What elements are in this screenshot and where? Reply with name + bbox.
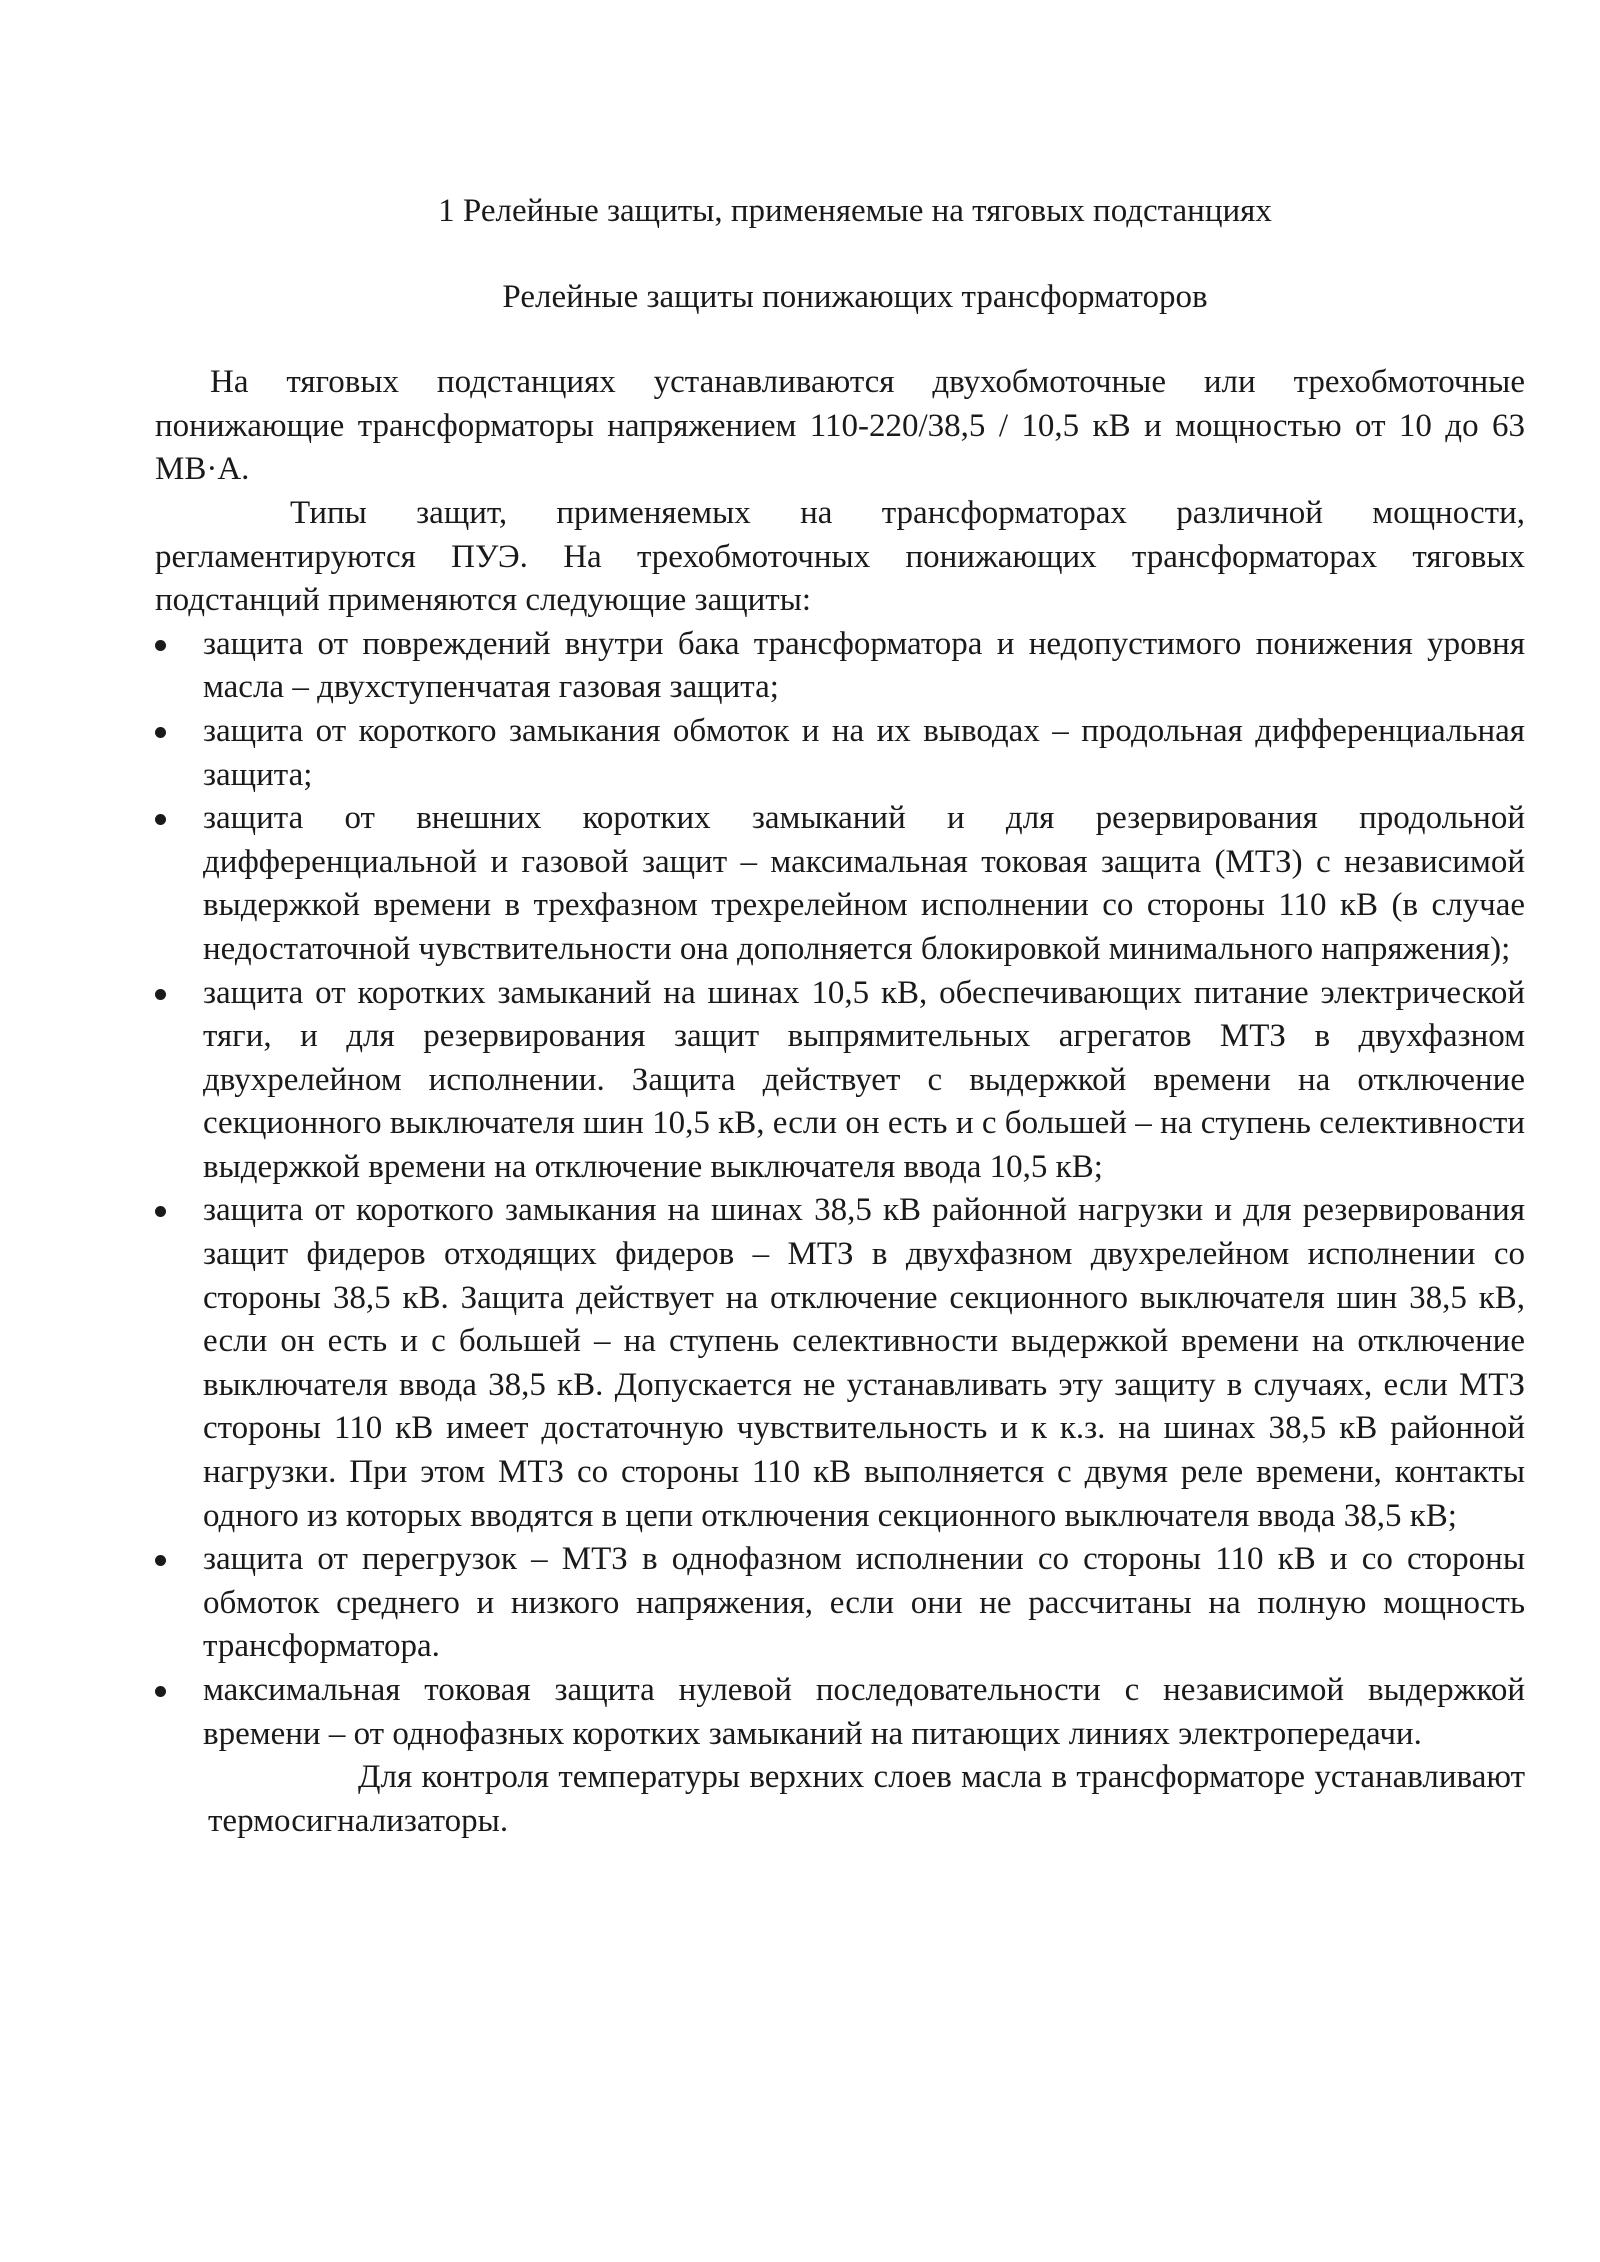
closing-paragraph: Для контроля температуры верхних слоев масла в трансформаторе устанавливают термосигнализаторы. — [208, 1759, 1525, 1839]
intro-paragraph: На тяговых подстанциях устанавливаются двухобмоточные или трехобмоточные понижающие трансформаторы напряжением 110-220/38,5 / 10,5 кВ и мощностью от 10 до 63 МВ·А. — [155, 364, 1525, 488]
list-item-text: защита от короткого замыкания обмоток и на их выводах – продольная дифференциальная защита; — [203, 712, 1525, 793]
bullet-icon — [155, 710, 175, 738]
bullet-icon — [155, 1538, 175, 1566]
list-item — [155, 1669, 1525, 1756]
list-item — [155, 710, 1525, 797]
bullet-icon — [155, 623, 175, 651]
list-item-text: защита от внешних коротких замыканий и для резервирования продольной дифференциальной и газовой защит – максимальная токовая защита (МТЗ) с независимой выдержкой времени в трехфазном трехрелейном исполнении со стороны 110 кВ (в случае недостаточной чувствительности она дополняется блокировкой минимального напряжения); — [203, 800, 1525, 967]
document-title: 1 Релейные защиты, применяемые на тяговых подстанциях — [438, 193, 1272, 229]
protection-types-paragraph: Типы защит, применяемых на трансформаторах различной мощности, регламентируются ПУЭ. На трехобмоточных понижающих трансформаторах тяговых подстанций применяются следующие защиты: — [155, 494, 1525, 619]
bullet-icon — [155, 797, 175, 825]
closing-block — [153, 1756, 1525, 1843]
bullet-icon — [155, 1189, 175, 1217]
list-item-text: защита от перегрузок – МТЗ в однофазном исполнении со стороны 110 кВ и со стороны обмоток среднего и низкого напряжения, если они не рассчитаны на полную мощность трансформатора. — [203, 1541, 1525, 1665]
protection-list — [155, 623, 1525, 1756]
document-page — [155, 190, 1525, 1843]
list-item — [155, 1189, 1525, 1538]
list-item — [155, 972, 1525, 1190]
section-subtitle: Релейные защиты понижающих трансформаторов — [502, 278, 1208, 315]
bullet-icon — [155, 972, 175, 1000]
list-item-text: максимальная токовая защита нулевой последовательности с независимой выдержкой времени – от однофазных коротких замыканий на питающих линиях электропередачи. — [203, 1672, 1525, 1752]
list-item — [155, 623, 1525, 710]
bullet-icon — [155, 1669, 175, 1697]
list-item — [155, 797, 1525, 971]
list-item — [155, 1538, 1525, 1669]
list-item-text: защита от короткого замыкания на шинах 38,5 кВ районной нагрузки и для резервирования защит фидеров отходящих фидеров – МТЗ в двухфазном двухрелейном исполнении со стороны 38,5 кВ. Защита действует на отключение секционного выключателя шин 38,5 кВ, если он есть и с большей – на ступень селективности выдержкой времени на отключение выключателя ввода 38,5 кВ. Допускается не устанавливать эту защиту в случаях, если МТЗ стороны 110 кВ имеет достаточную чувствительность и к к.з. на шинах 38,5 кВ районной нагрузки. При этом МТЗ со стороны 110 кВ выполняется с двумя реле времени, контакты одного из которых вводятся в цепи отключения секционного выключателя ввода 38,5 кВ; — [203, 1192, 1525, 1534]
list-item-text: защита от коротких замыканий на шинах 10,5 кВ, обеспечивающих питание электрической тяги, и для резервирования защит выпрямительных агрегатов МТЗ в двухфазном двухрелейном исполнении. Защита действует с выдержкой времени на отключение секционного выключателя шин 10,5 кВ, если он есть и с большей – на ступень селективности выдержкой времени на отключение выключателя ввода 10,5 кВ; — [203, 974, 1525, 1185]
list-item-text: защита от повреждений внутри бака трансформатора и недопустимого понижения уровня масла – двухступенчатая газовая защита; — [203, 625, 1525, 706]
